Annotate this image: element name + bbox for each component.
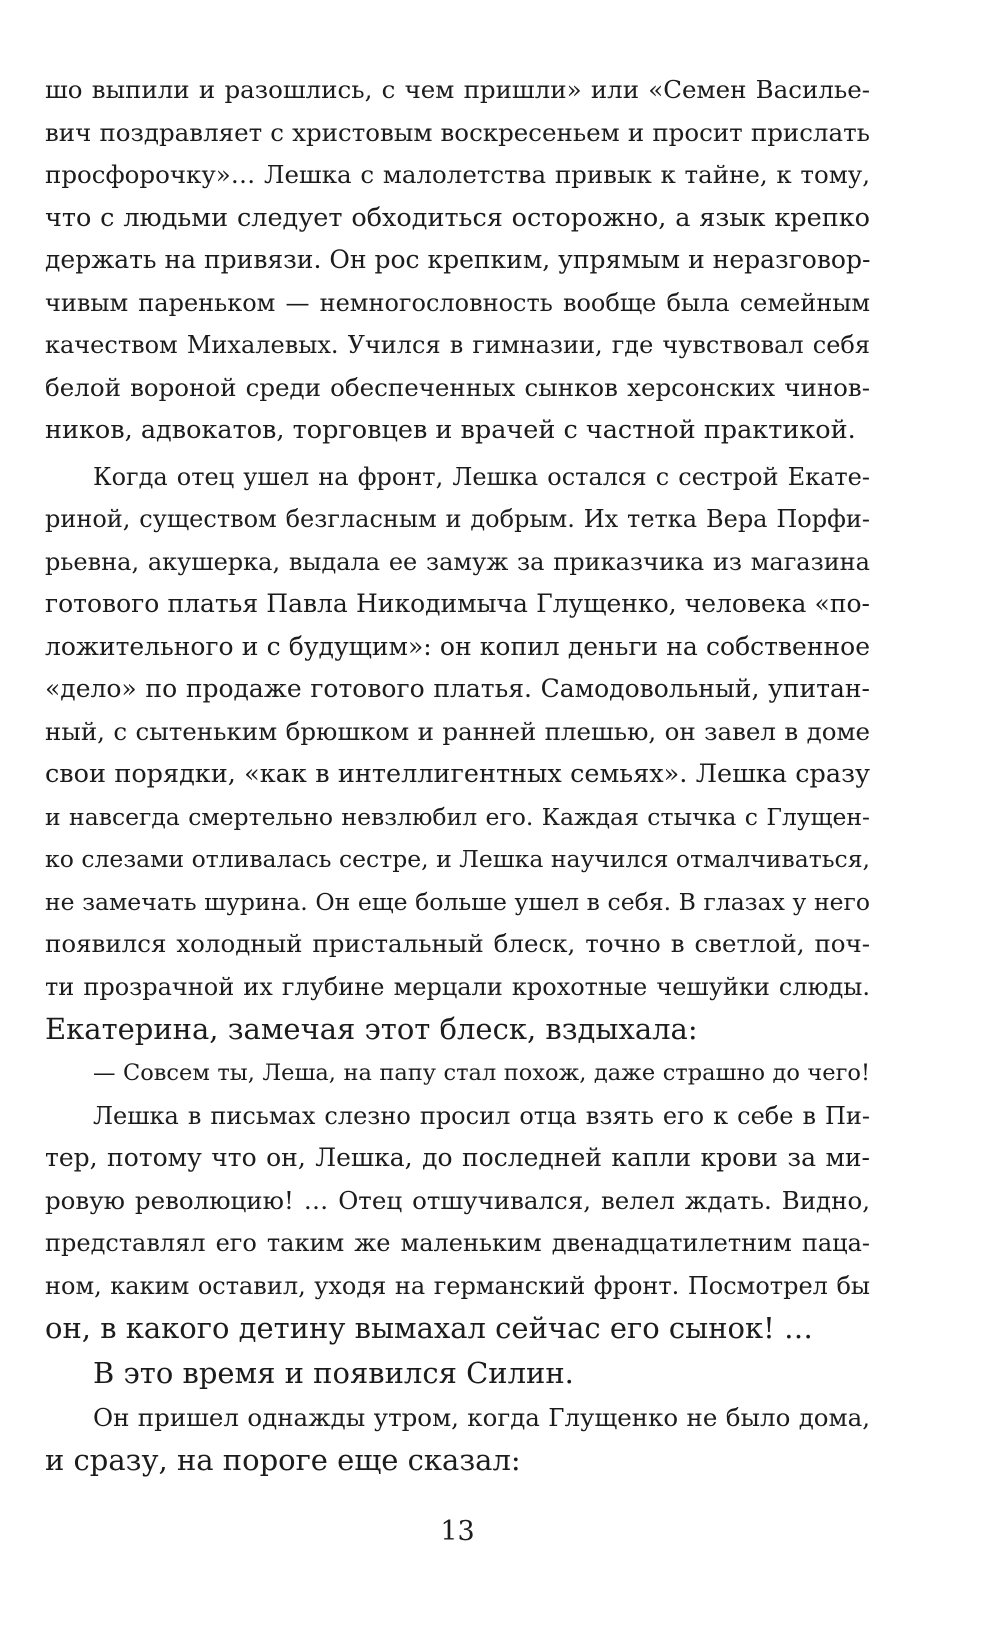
text-line: он, в какого детину вымахал сейчас его сынок! … (45, 1311, 813, 1345)
text-line: что с людьми следует обходиться осторожно, а язык крепко (45, 203, 870, 233)
text-line: не замечать шурина. Он еще больше ушел в себя. В глазах у него (45, 888, 870, 916)
text-line: Он пришел однажды утром, когда Глущенко не было дома, (93, 1403, 870, 1432)
text-line: вич поздравляет с христовым воскресеньем и просит прислать (45, 118, 870, 147)
text-line: тер, потому что он, Лешка, до последней капли крови за ми- (45, 1143, 870, 1172)
text-line: ный, с сытеньким брюшком и ранней плешью, он завел в доме (45, 717, 870, 746)
text-line: ников, адвокатов, торговцев и врачей с частной практикой. (45, 415, 856, 445)
text-line: ном, каким оставил, уходя на германский фронт. Посмотрел бы (45, 1272, 870, 1300)
text-line: «дело» по продаже готового платья. Самодовольный, упитан- (45, 674, 870, 703)
text-line: ровую революцию! … Отец отшучивался, велел ждать. Видно, (45, 1186, 870, 1215)
text-line: Когда отец ушел на фронт, Лешка остался с сестрой Екате- (93, 463, 870, 491)
text-line: В это время и появился Силин. (93, 1356, 574, 1390)
text-line: свои порядки, «как в интеллигентных семьях». Лешка сразу (45, 759, 870, 789)
text-line: риной, существом безгласным и добрым. Их тетка Вера Порфи- (45, 505, 870, 533)
text-line: Лешка в письмах слезно просил отца взять его к себе в Пи- (93, 1102, 870, 1130)
text-line: готового платья Павла Никодимыча Глущенко, человека «по- (45, 589, 870, 618)
text-line: шо выпили и разошлись, с чем пришли» или «Семен Василье- (45, 75, 870, 104)
text-line: просфорочку»… Лешка с малолетства привык к тайне, к тому, (45, 160, 870, 189)
text-line: ко слезами отливалась сестре, и Лешка научился отмалчиваться, (45, 845, 870, 873)
text-line: — Совсем ты, Леша, на папу стал похож, даже страшно до чего! (93, 1060, 870, 1086)
text-line: ложительного и с будущим»: он копил деньги на собственное (45, 632, 870, 661)
page-number: 13 (440, 1516, 475, 1547)
text-line: и сразу, на пороге еще сказал: (45, 1443, 521, 1477)
text-line: и навсегда смертельно невзлюбил его. Каждая стычка с Глущен- (45, 803, 870, 831)
text-line: Екатерина, замечая этот блеск, вздыхала: (45, 1012, 698, 1046)
text-line: представлял его таким же маленьким двенадцатилетним паца- (45, 1229, 870, 1257)
text-line: держать на привязи. Он рос крепким, упрямым и неразговор- (45, 245, 871, 274)
text-line: появился холодный пристальный блеск, точно в светлой, поч- (45, 929, 870, 958)
text-line: чивым пареньком — немногословность вообще была семейным (45, 289, 870, 317)
text-line: рьевна, акушерка, выдала ее замуж за приказчика из магазина (45, 548, 870, 576)
text-line: ти прозрачной их глубине мерцали крохотные чешуйки слюды. (45, 973, 870, 1001)
text-line: белой вороной среди обеспеченных сынков херсонских чинов- (45, 373, 870, 402)
text-line: качеством Михалевых. Учился в гимназии, где чувствовал себя (45, 331, 870, 359)
